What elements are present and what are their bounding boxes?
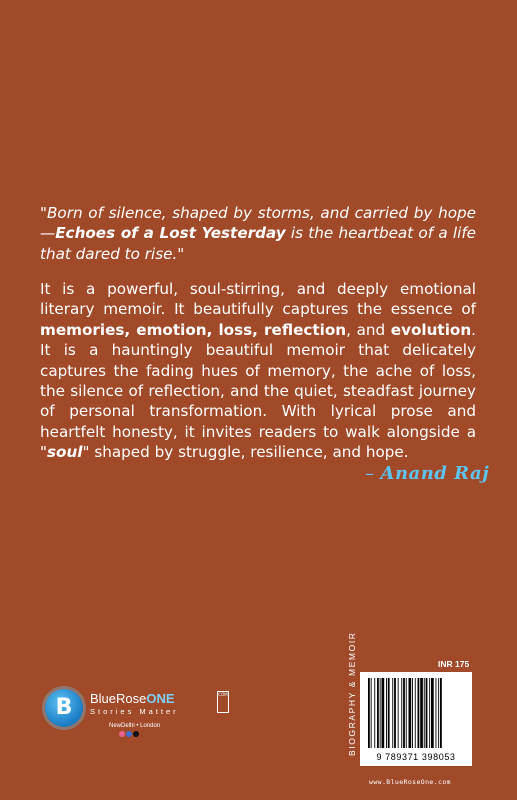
- keywords-themes: memories, emotion, loss, reflection: [40, 320, 347, 339]
- publisher-name-main: BlueRose: [90, 691, 147, 706]
- publisher-badge-icon: [45, 689, 83, 727]
- publisher-logo: [45, 683, 235, 753]
- keyword-soul: soul: [47, 443, 83, 462]
- quote-text-part2: is the heartbeat of a life that dared to rise.: [40, 224, 477, 263]
- quote-text-part1: Born of silence, shaped by storms, and carried by hope—: [40, 204, 476, 243]
- publisher-cities: NewDelhi • London: [109, 723, 161, 729]
- isbn-barcode: [360, 672, 472, 766]
- publisher-name: [90, 691, 175, 706]
- publisher-name-accent: ONE: [146, 691, 175, 706]
- quote-open-mark: ": [40, 204, 47, 222]
- facebook-icon: [126, 731, 132, 737]
- author-signature: [365, 463, 489, 484]
- website-url: www.BlueRoseOne.com: [369, 778, 451, 786]
- description-and: , and: [346, 320, 391, 339]
- publisher-tagline: Stories Matter: [90, 707, 179, 716]
- description-middle: . It is a hauntingly beautiful memoir that delicately captures the fading hues of memory, the ache of loss, the silence of reflection, and the quiet, steadfast journey of personal transformation. With lyrical prose and heartfelt honesty, it invites readers to walk alongside a ": [40, 320, 476, 462]
- publisher-social-icons: [119, 731, 139, 737]
- description-intro: It is a powerful, soul-stirring, and deeply emotional literary memoir. It beautifully captures the essence of: [40, 280, 476, 319]
- description-end: " shaped by struggle, resilience, and hope.: [82, 443, 409, 462]
- publisher-box-mark: COM: [217, 691, 229, 713]
- genre-label: BIOGRAPHY & MEMOIR: [347, 631, 357, 756]
- pull-quote: [40, 203, 476, 264]
- publisher-badge-letter: B: [55, 695, 73, 720]
- isbn-number: 9 789371 398053: [376, 752, 456, 762]
- price-label: INR 175: [438, 659, 470, 669]
- book-description: [40, 279, 476, 463]
- author-name: Anand Raj: [380, 463, 490, 484]
- barcode-icon: [368, 678, 464, 752]
- keyword-evolution: evolution: [390, 320, 472, 339]
- signature-dash: –: [365, 463, 375, 484]
- quote-close-mark: ": [177, 244, 185, 263]
- book-title: Echoes of a Lost Yesterday: [55, 224, 286, 243]
- x-icon: [133, 731, 139, 737]
- instagram-icon: [119, 731, 125, 737]
